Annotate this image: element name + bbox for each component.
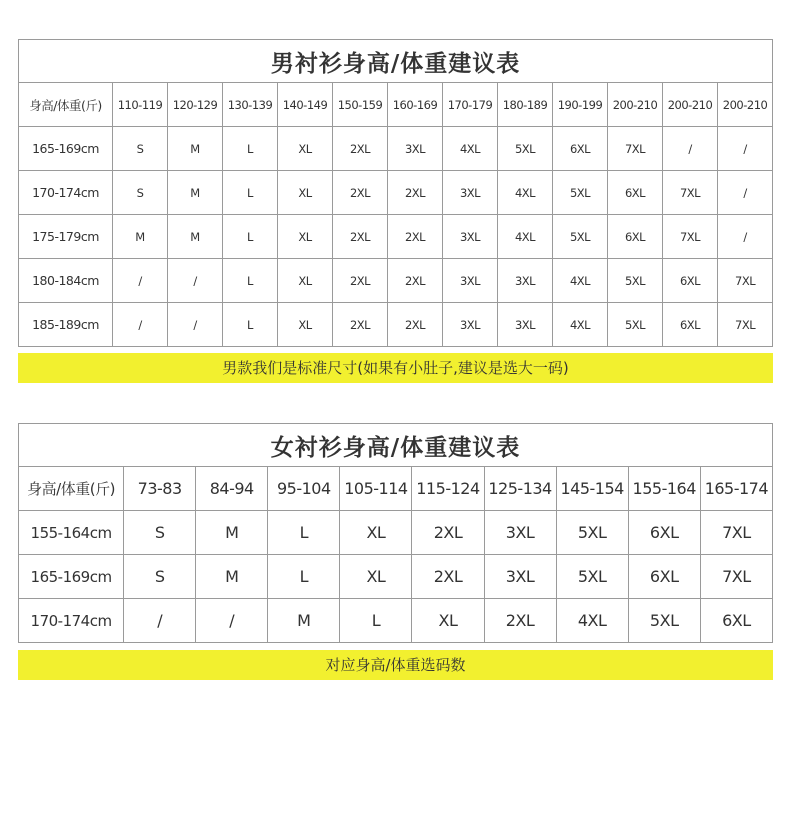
women-weight-header: 105-114 — [340, 467, 412, 511]
women-sizing-note: 对应身高/体重选码数 — [18, 650, 773, 680]
women-size-cell: 2XL — [484, 599, 556, 643]
men-size-cell: 6XL — [663, 303, 718, 347]
men-height-label: 185-189cm — [19, 303, 113, 347]
men-weight-header: 200-210 — [718, 83, 773, 127]
women-height-label: 155-164cm — [19, 511, 124, 555]
men-size-cell: 5XL — [608, 303, 663, 347]
men-weight-header: 140-149 — [278, 83, 333, 127]
men-sizing-note: 男款我们是标准尺寸(如果有小肚子,建议是选大一码) — [18, 353, 773, 383]
women-size-cell: M — [196, 555, 268, 599]
men-size-cell: 5XL — [498, 127, 553, 171]
men-weight-header: 170-179 — [443, 83, 498, 127]
men-size-cell: M — [113, 215, 168, 259]
men-table-title: 男衬衫身高/体重建议表 — [19, 40, 773, 83]
women-size-cell: 5XL — [556, 555, 628, 599]
men-size-cell: 2XL — [388, 171, 443, 215]
men-size-cell: 6XL — [608, 171, 663, 215]
women-size-cell: S — [124, 511, 196, 555]
men-size-cell: 7XL — [718, 259, 773, 303]
men-size-cell: 4XL — [553, 303, 608, 347]
men-size-cell: M — [168, 215, 223, 259]
women-size-cell: L — [268, 511, 340, 555]
men-size-cell: 3XL — [498, 303, 553, 347]
women-corner-label: 身高/体重(斤) — [19, 467, 124, 511]
men-size-table — [18, 39, 773, 347]
women-size-cell: 7XL — [700, 555, 772, 599]
men-size-cell: 7XL — [663, 215, 718, 259]
women-size-chart — [18, 423, 773, 643]
men-weight-header: 120-129 — [168, 83, 223, 127]
women-height-label: 165-169cm — [19, 555, 124, 599]
men-size-cell: 2XL — [333, 259, 388, 303]
men-size-cell: 3XL — [443, 259, 498, 303]
men-weight-header-row — [19, 83, 773, 127]
women-size-cell: S — [124, 555, 196, 599]
women-table-row — [19, 599, 773, 643]
men-size-cell: L — [223, 259, 278, 303]
men-size-cell: 2XL — [333, 215, 388, 259]
men-height-label: 180-184cm — [19, 259, 113, 303]
men-weight-header: 160-169 — [388, 83, 443, 127]
men-size-cell: 4XL — [443, 127, 498, 171]
women-size-cell: L — [340, 599, 412, 643]
women-weight-header: 73-83 — [124, 467, 196, 511]
women-size-cell: 4XL — [556, 599, 628, 643]
women-weight-header-row — [19, 467, 773, 511]
women-weight-header: 155-164 — [628, 467, 700, 511]
men-height-label: 170-174cm — [19, 171, 113, 215]
men-size-cell: M — [168, 171, 223, 215]
men-size-cell: 3XL — [388, 127, 443, 171]
women-size-table — [18, 423, 773, 643]
women-size-cell: 5XL — [628, 599, 700, 643]
men-size-cell: S — [113, 127, 168, 171]
men-size-cell: XL — [278, 215, 333, 259]
men-weight-header: 200-210 — [663, 83, 718, 127]
women-size-cell: 3XL — [484, 511, 556, 555]
men-size-cell: XL — [278, 259, 333, 303]
men-size-cell: 2XL — [333, 303, 388, 347]
women-table-row — [19, 555, 773, 599]
men-weight-header: 190-199 — [553, 83, 608, 127]
women-size-cell: M — [196, 511, 268, 555]
men-size-cell: 4XL — [498, 215, 553, 259]
men-size-cell: L — [223, 215, 278, 259]
men-weight-header: 130-139 — [223, 83, 278, 127]
men-size-cell: 2XL — [333, 127, 388, 171]
women-table-row — [19, 511, 773, 555]
men-height-label: 165-169cm — [19, 127, 113, 171]
women-size-cell: XL — [412, 599, 484, 643]
women-size-cell: XL — [340, 555, 412, 599]
women-table-title: 女衬衫身高/体重建议表 — [19, 424, 773, 467]
men-size-cell: XL — [278, 171, 333, 215]
women-weight-header: 125-134 — [484, 467, 556, 511]
men-size-cell: 3XL — [443, 215, 498, 259]
women-size-cell: 5XL — [556, 511, 628, 555]
women-size-cell: 6XL — [628, 511, 700, 555]
men-size-cell: S — [113, 171, 168, 215]
men-size-cell: / — [113, 259, 168, 303]
women-size-cell: 6XL — [700, 599, 772, 643]
men-size-cell: 7XL — [663, 171, 718, 215]
men-size-cell: 4XL — [498, 171, 553, 215]
men-size-cell: / — [718, 127, 773, 171]
women-size-cell: L — [268, 555, 340, 599]
men-size-cell: L — [223, 171, 278, 215]
women-size-cell: / — [196, 599, 268, 643]
men-size-cell: 5XL — [553, 215, 608, 259]
men-size-cell: / — [718, 215, 773, 259]
women-weight-header: 115-124 — [412, 467, 484, 511]
men-size-cell: 6XL — [663, 259, 718, 303]
men-size-cell: 3XL — [443, 303, 498, 347]
men-size-cell: 5XL — [553, 171, 608, 215]
men-height-label: 175-179cm — [19, 215, 113, 259]
men-size-cell: 2XL — [388, 259, 443, 303]
men-size-cell: 2XL — [333, 171, 388, 215]
men-table-row — [19, 259, 773, 303]
women-size-cell: 7XL — [700, 511, 772, 555]
men-size-chart — [18, 39, 773, 347]
men-size-cell: 5XL — [608, 259, 663, 303]
men-size-cell: 6XL — [553, 127, 608, 171]
men-size-cell: 7XL — [718, 303, 773, 347]
men-table-row — [19, 215, 773, 259]
men-size-cell: / — [718, 171, 773, 215]
men-size-cell: 6XL — [608, 215, 663, 259]
men-size-cell: M — [168, 127, 223, 171]
women-size-cell: 3XL — [484, 555, 556, 599]
women-weight-header: 84-94 — [196, 467, 268, 511]
men-size-cell: / — [168, 303, 223, 347]
women-size-cell: 6XL — [628, 555, 700, 599]
women-height-label: 170-174cm — [19, 599, 124, 643]
men-table-row — [19, 127, 773, 171]
women-size-cell: / — [124, 599, 196, 643]
women-weight-header: 145-154 — [556, 467, 628, 511]
men-size-cell: / — [168, 259, 223, 303]
men-size-cell: / — [663, 127, 718, 171]
men-table-row — [19, 303, 773, 347]
women-size-cell: 2XL — [412, 511, 484, 555]
men-size-cell: 2XL — [388, 215, 443, 259]
men-size-cell: 7XL — [608, 127, 663, 171]
women-weight-header: 165-174 — [700, 467, 772, 511]
women-size-cell: M — [268, 599, 340, 643]
men-weight-header: 180-189 — [498, 83, 553, 127]
women-size-cell: XL — [340, 511, 412, 555]
men-size-cell: 2XL — [388, 303, 443, 347]
men-weight-header: 150-159 — [333, 83, 388, 127]
men-size-cell: 4XL — [553, 259, 608, 303]
men-table-row — [19, 171, 773, 215]
men-size-cell: XL — [278, 127, 333, 171]
men-weight-header: 110-119 — [113, 83, 168, 127]
women-size-cell: 2XL — [412, 555, 484, 599]
men-size-cell: 3XL — [498, 259, 553, 303]
men-size-cell: L — [223, 127, 278, 171]
men-size-cell: / — [113, 303, 168, 347]
men-size-cell: 3XL — [443, 171, 498, 215]
women-weight-header: 95-104 — [268, 467, 340, 511]
men-size-cell: XL — [278, 303, 333, 347]
men-corner-label: 身高/体重(斤) — [19, 83, 113, 127]
men-weight-header: 200-210 — [608, 83, 663, 127]
men-size-cell: L — [223, 303, 278, 347]
